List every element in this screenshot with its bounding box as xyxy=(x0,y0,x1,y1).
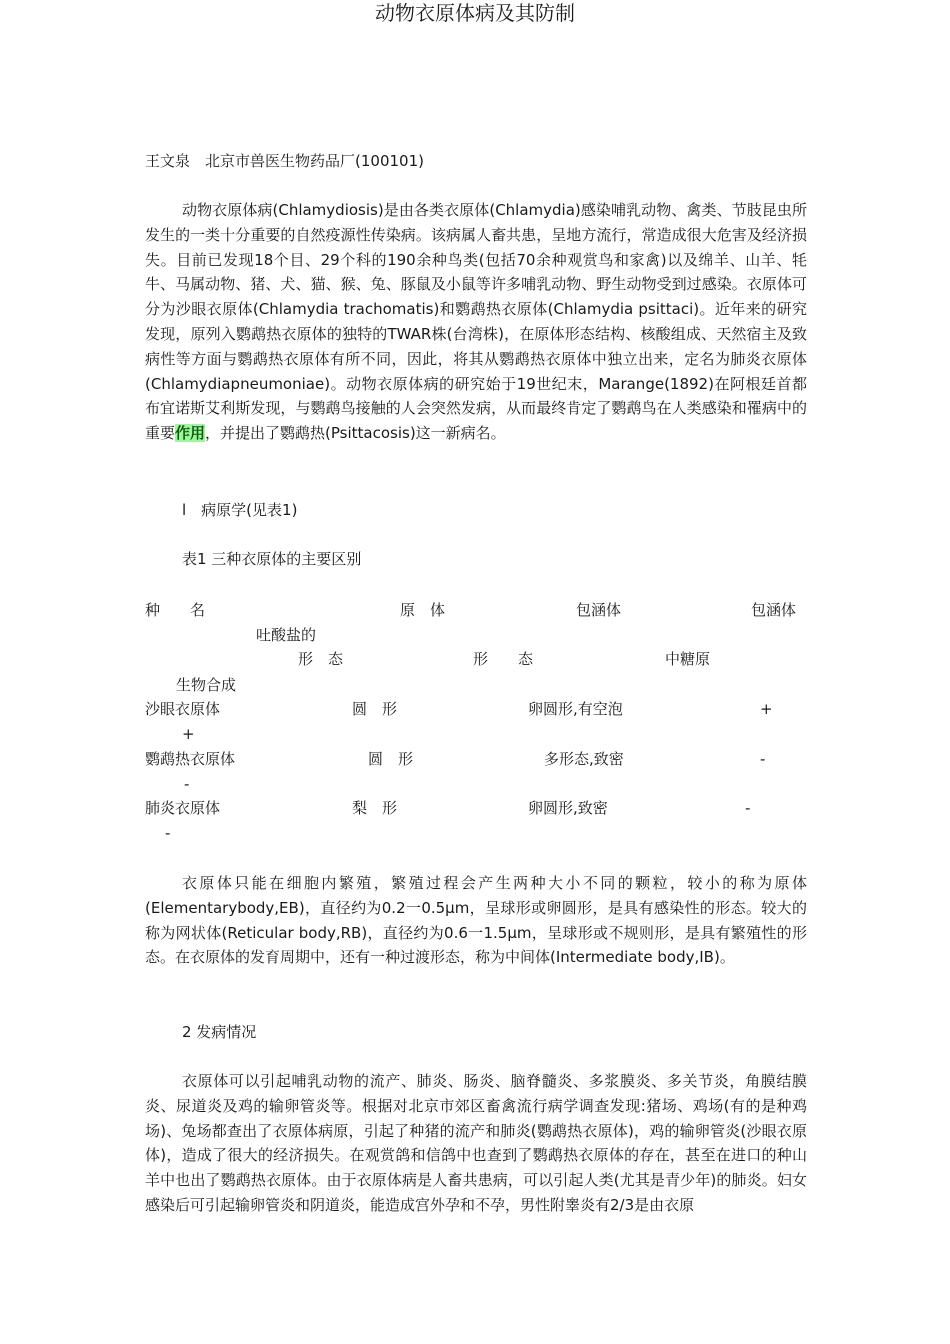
table-header-species: 种 名 xyxy=(145,601,206,619)
table-header-inclusion-body: 包涵体 xyxy=(576,601,622,619)
intro-text-end: ，并提出了鹦鹉热(Psittacosis)这一新病名。 xyxy=(205,424,506,443)
table-row-glycogen: - xyxy=(760,750,766,768)
table-row-name: 鹦鹉热衣原体 xyxy=(145,750,236,768)
table-row-inclusion: 多形态,致密 xyxy=(544,750,624,768)
table-row-name: 沙眼衣原体 xyxy=(145,700,221,718)
table-row-glycogen: + xyxy=(760,700,773,718)
highlighted-term: 作用 xyxy=(175,424,206,443)
table-row-body: 梨 形 xyxy=(352,799,398,817)
table-caption: 表1 三种衣原体的主要区别 xyxy=(182,550,362,568)
intro-text: 动物衣原体病(Chlamydiosis)是由各类衣原体(Chlamydia)感染哺乳动物、禽类、节肢昆虫所发生的一类十分重要的自然疫源性传染病。该病属人畜共患，呈地方流行，常造成很大危害及经济损失。目前已发现18个目、29个科的190余种鸟类(包括70余种观赏鸟和家禽)以及绵羊、山羊、牦牛、马属动物、猪、犬、猫、猴、兔、豚鼠及小鼠等许多哺乳动物、野生动物受到过感染。衣原体可分为沙眼衣原体(Chlamydia trachomatis)和鹦鹉热衣原体(Chlamydia psittaci)。近年来的研究发现，原列入鹦鹉热衣原体的独特的TWAR株(台湾株)，在原体形态结构、核酸组成、天然宿主及致病性等方面与鹦鹉热衣原体有所不同，因此，将其从鹦鹉热衣原体中独立出来，定名为肺炎衣原体(Chlamydiapneumoniae)。动物衣原体病的研究始于19世纪末，Marange(1892)在阿根廷首都布宜诺斯艾利斯发现，与鹦鹉鸟接触的人会突然发病，从而最终肯定了鹦鹉鸟在人类感染和罹病中的重要 xyxy=(145,201,807,443)
intro-paragraph xyxy=(145,198,807,446)
table-row-inclusion: 卵圆形,致密 xyxy=(528,799,608,817)
table-header-shape2: 形 态 xyxy=(473,650,534,668)
table-row-inclusion: 卵圆形,有空泡 xyxy=(528,700,623,718)
table-row-body: 圆 形 xyxy=(352,700,398,718)
table-row-synth: + xyxy=(182,725,195,743)
table-row-synth: - xyxy=(165,824,171,842)
table-header-wrap1: 吐酸盐的 xyxy=(256,626,317,644)
page-title: 动物衣原体病及其防制 xyxy=(375,1,575,25)
morphology-paragraph: 衣原体只能在细胞内繁殖，繁殖过程会产生两种大小不同的颗粒，较小的称为原体(Elementarybody,EB)，直径约为0.2一0.5μm，呈球形或卵圆形，是具有感染性的形态。较大的称为网状体(Reticular body,RB)，直径约为0.6一1.5μm，呈球形或不规则形，是具有繁殖性的形态。在衣原体的发育周期中，还有一种过渡形态，称为中间体(Intermediate body,IB)。 xyxy=(145,874,807,967)
section-heading-incidence: 2 发病情况 xyxy=(182,1023,257,1041)
table-header-elementary-body: 原 体 xyxy=(400,601,446,619)
table-header-glycogen: 中糖原 xyxy=(665,650,711,668)
table-row-glycogen: - xyxy=(745,799,751,817)
table-row-synth: - xyxy=(184,775,190,793)
table-header-wrap2: 生物合成 xyxy=(176,676,237,694)
author-line: 王文泉 北京市兽医生物药品厂(100101) xyxy=(145,152,424,170)
table-row-body: 圆 形 xyxy=(368,750,414,768)
table-header-inclusion-glycogen: 包涵体 xyxy=(751,601,797,619)
table-header-shape1: 形 态 xyxy=(298,650,344,668)
table-row-name: 肺炎衣原体 xyxy=(145,799,221,817)
incidence-paragraph: 衣原体可以引起哺乳动物的流产、肺炎、肠炎、脑脊髓炎、多浆膜炎、多关节炎，角膜结膜炎、尿道炎及鸡的输卵管炎等。根据对北京市郊区畜禽流行病学调查发现:猪场、鸡场(有的是种鸡场)、兔场都查出了衣原体病原，引起了种猪的流产和肺炎(鹦鹉热衣原体)，鸡的输卵管炎(沙眼衣原体)，造成了很大的经济损失。在观赏鸽和信鸽中也查到了鹦鹉热衣原体的存在，甚至在进口的种山羊中也出了鹦鹉热衣原体。由于衣原体病是人畜共患病，可以引起人类(尤其是青少年)的肺炎。妇女感染后可引起输卵管炎和阴道炎，能造成宫外孕和不孕，男性附睾炎有2/3是由衣原 xyxy=(145,1072,807,1214)
section-heading-etiology: l 病原学(见表1) xyxy=(182,501,298,519)
